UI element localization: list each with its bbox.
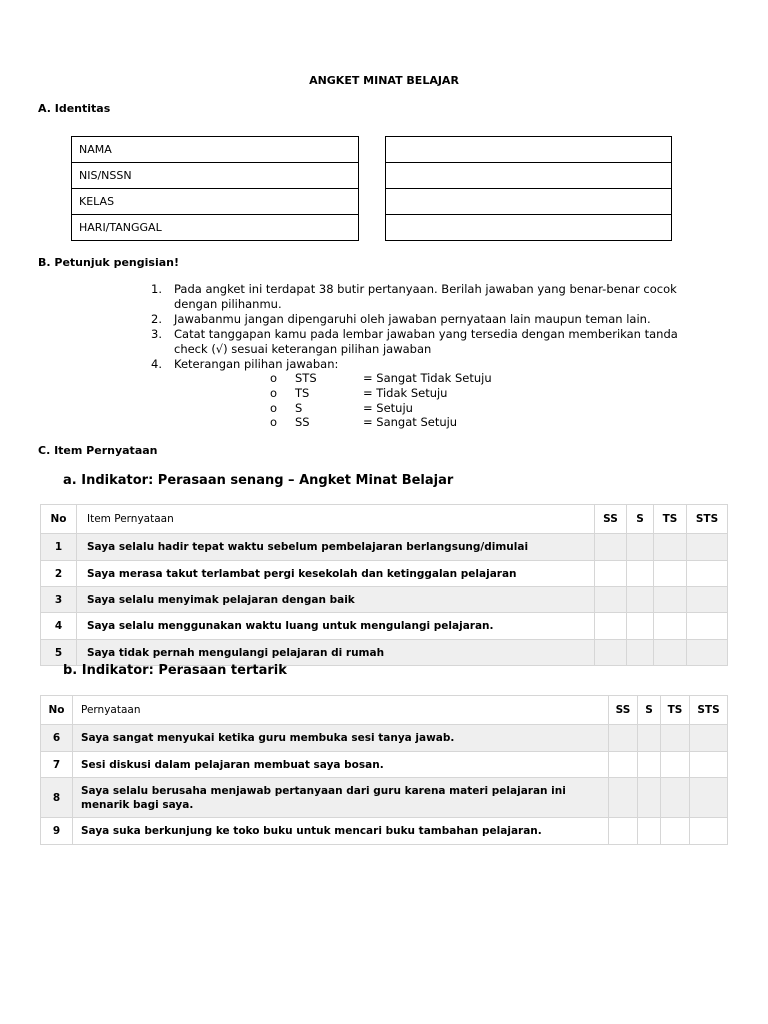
header-ts: TS	[654, 505, 687, 534]
identity-row	[72, 163, 359, 189]
answer-cell-ss[interactable]	[609, 818, 638, 845]
option-meaning: = Tidak Setuju	[363, 385, 448, 400]
table-header-row	[41, 696, 728, 725]
answer-cell-ts[interactable]	[661, 778, 690, 818]
header-ts: TS	[661, 696, 690, 725]
indicator-b-table	[40, 695, 728, 845]
answer-cell-s[interactable]	[627, 613, 654, 640]
answer-cell-ss[interactable]	[595, 561, 627, 587]
row-statement: Saya selalu berusaha menjawab pertanyaan dari guru karena materi pelajaran ini menarik bagi saya.	[73, 778, 609, 818]
answer-cell-s[interactable]	[627, 587, 654, 613]
answer-cell-ts[interactable]	[654, 561, 687, 587]
header-item: Pernyataan	[73, 696, 609, 725]
row-number: 6	[41, 725, 73, 752]
header-s: S	[627, 505, 654, 534]
header-s: S	[638, 696, 661, 725]
row-statement: Saya merasa takut terlambat pergi kesekolah dan ketinggalan pelajaran	[77, 561, 595, 587]
row-statement: Saya sangat menyukai ketika guru membuka sesi tanya jawab.	[73, 725, 609, 752]
answer-cell-sts[interactable]	[687, 587, 728, 613]
option-meaning: = Sangat Setuju	[363, 415, 458, 430]
answer-cell-ss[interactable]	[595, 587, 627, 613]
header-no: No	[41, 505, 77, 534]
identity-value-field[interactable]	[386, 215, 672, 241]
instruction-text: Jawabanmu jangan dipengaruhi oleh jawaban pernyataan lain maupun teman lain.	[174, 312, 651, 326]
answer-cell-ts[interactable]	[654, 640, 687, 666]
answer-cell-ss[interactable]	[595, 640, 627, 666]
option-row	[270, 401, 492, 416]
instruction-number: 1.	[151, 282, 162, 296]
answer-cell-ss[interactable]	[609, 752, 638, 778]
answer-cell-ss[interactable]	[595, 613, 627, 640]
row-statement: Sesi diskusi dalam pelajaran membuat saya bosan.	[73, 752, 609, 778]
row-statement: Saya suka berkunjung ke toko buku untuk mencari buku tambahan pelajaran.	[73, 818, 609, 845]
answer-cell-s[interactable]	[638, 725, 661, 752]
answer-cell-sts[interactable]	[687, 561, 728, 587]
identity-row	[72, 189, 359, 215]
row-number: 3	[41, 587, 77, 613]
identity-label: HARI/TANGGAL	[72, 215, 359, 241]
identity-labels-table	[71, 136, 359, 241]
option-code: STS	[295, 371, 317, 385]
identity-value-row	[386, 163, 672, 189]
answer-cell-sts[interactable]	[687, 640, 728, 666]
table-header-row	[41, 505, 728, 534]
instruction-text: Catat tanggapan kamu pada lembar jawaban yang tersedia dengan memberikan tanda check (√) sesuai keterangan pilihan jawaban	[174, 327, 678, 356]
answer-cell-s[interactable]	[627, 640, 654, 666]
header-ss: SS	[609, 696, 638, 725]
answer-cell-s[interactable]	[627, 534, 654, 561]
row-number: 5	[41, 640, 77, 666]
header-item: Item Pernyataan	[77, 505, 595, 534]
instruction-text: Keterangan pilihan jawaban:	[174, 357, 339, 371]
indicator-b-heading: b. Indikator: Perasaan tertarik	[63, 663, 287, 678]
header-ss: SS	[595, 505, 627, 534]
row-number: 4	[41, 613, 77, 640]
answer-cell-ts[interactable]	[661, 725, 690, 752]
indicator-a-heading: a. Indikator: Perasaan senang – Angket Minat Belajar	[63, 473, 454, 488]
table-row	[41, 613, 728, 640]
instruction-item	[136, 312, 696, 327]
identity-value-row	[386, 215, 672, 241]
answer-cell-ss[interactable]	[609, 725, 638, 752]
row-statement: Saya selalu menggunakan waktu luang untuk mengulangi pelajaran.	[77, 613, 595, 640]
answer-cell-ts[interactable]	[654, 534, 687, 561]
identity-value-field[interactable]	[386, 163, 672, 189]
row-number: 8	[41, 778, 73, 818]
row-number: 1	[41, 534, 77, 561]
option-row	[270, 415, 492, 430]
section-c-heading: C. Item Pernyataan	[38, 444, 158, 457]
bullet-icon: o	[270, 415, 278, 430]
table-row	[41, 534, 728, 561]
answer-cell-s[interactable]	[627, 561, 654, 587]
answer-cell-sts[interactable]	[690, 752, 728, 778]
section-a-heading: A. Identitas	[38, 102, 111, 115]
answer-cell-sts[interactable]	[690, 778, 728, 818]
table-row	[41, 587, 728, 613]
identity-value-row	[386, 137, 672, 163]
identity-value-field[interactable]	[386, 137, 672, 163]
answer-cell-s[interactable]	[638, 752, 661, 778]
answer-cell-ts[interactable]	[654, 587, 687, 613]
header-no: No	[41, 696, 73, 725]
instruction-list	[136, 282, 696, 372]
answer-cell-ts[interactable]	[661, 818, 690, 845]
answer-cell-ss[interactable]	[595, 534, 627, 561]
option-row	[270, 371, 492, 386]
option-code: S	[295, 400, 303, 415]
answer-cell-sts[interactable]	[687, 534, 728, 561]
table-row	[41, 640, 728, 666]
option-row	[270, 386, 492, 401]
row-number: 9	[41, 818, 73, 845]
table-row	[41, 818, 728, 845]
header-sts: STS	[690, 696, 728, 725]
table-row	[41, 752, 728, 778]
instruction-text: Pada angket ini terdapat 38 butir pertanyaan. Berilah jawaban yang benar-benar cocok dengan pilihanmu.	[174, 282, 677, 311]
option-code: SS	[295, 415, 310, 430]
bullet-icon: o	[270, 385, 278, 400]
answer-cell-ts[interactable]	[654, 613, 687, 640]
instruction-number: 2.	[151, 312, 162, 326]
row-number: 7	[41, 752, 73, 778]
identity-row	[72, 137, 359, 163]
instruction-number: 4.	[151, 357, 162, 371]
answer-cell-s[interactable]	[638, 778, 661, 818]
section-b-heading: B. Petunjuk pengisian!	[38, 256, 179, 269]
row-statement: Saya selalu hadir tepat waktu sebelum pembelajaran berlangsung/dimulai	[77, 534, 595, 561]
identity-value-field[interactable]	[386, 189, 672, 215]
bullet-icon: o	[270, 400, 278, 415]
identity-row	[72, 215, 359, 241]
answer-cell-sts[interactable]	[687, 613, 728, 640]
identity-label: NAMA	[72, 137, 359, 163]
instruction-item	[136, 282, 696, 312]
instruction-item	[136, 357, 696, 372]
answer-cell-s[interactable]	[638, 818, 661, 845]
answer-cell-ss[interactable]	[609, 778, 638, 818]
instruction-item	[136, 327, 696, 357]
option-meaning: = Sangat Tidak Setuju	[363, 371, 492, 385]
table-row	[41, 778, 728, 818]
identity-label: KELAS	[72, 189, 359, 215]
answer-options-legend	[270, 371, 492, 430]
row-statement: Saya tidak pernah mengulangi pelajaran di rumah	[77, 640, 595, 666]
identity-label: NIS/NSSN	[72, 163, 359, 189]
option-code: TS	[295, 385, 310, 400]
row-statement: Saya selalu menyimak pelajaran dengan baik	[77, 587, 595, 613]
option-meaning: = Setuju	[363, 400, 413, 415]
answer-cell-ts[interactable]	[661, 752, 690, 778]
instruction-number: 3.	[151, 327, 162, 341]
identity-values-table	[385, 136, 672, 241]
row-number: 2	[41, 561, 77, 587]
indicator-a-table	[40, 504, 728, 666]
table-row	[41, 561, 728, 587]
answer-cell-sts[interactable]	[690, 725, 728, 752]
answer-cell-sts[interactable]	[690, 818, 728, 845]
document-title: ANGKET MINAT BELAJAR	[309, 74, 459, 87]
table-row	[41, 725, 728, 752]
header-sts: STS	[687, 505, 728, 534]
identity-value-row	[386, 189, 672, 215]
bullet-icon: o	[270, 371, 278, 385]
